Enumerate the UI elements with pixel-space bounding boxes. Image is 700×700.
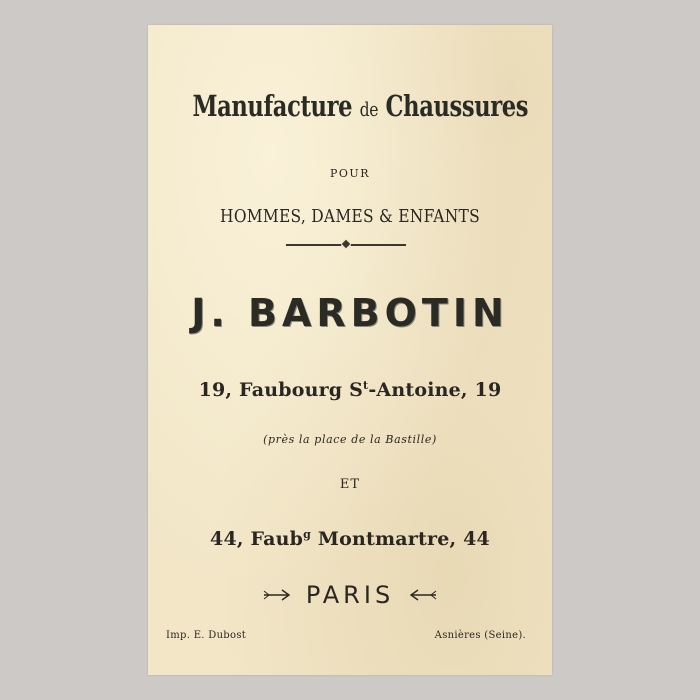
printer-credit: Imp. E. Dubost <box>166 630 247 641</box>
title-word-de: de <box>359 97 379 121</box>
address1-suffix: -Antoine, 19 <box>368 379 502 401</box>
title-word-chaussures: Chaussures <box>385 89 529 123</box>
proprietor-name: J. BARBOTIN <box>191 291 509 335</box>
title-word-manufacture: Manufacture <box>192 89 353 123</box>
printer-location: Asnières (Seine). <box>434 630 526 641</box>
address1-superscript: t <box>363 379 369 392</box>
card-title <box>192 89 529 123</box>
left-arrow-icon <box>408 588 438 602</box>
address-faubourg-saint-antoine <box>148 379 552 401</box>
right-arrow-icon <box>262 588 292 602</box>
divider-ornament-icon <box>341 239 351 249</box>
audience-line: HOMMES, DAMES & ENFANTS <box>220 206 480 227</box>
address2-superscript: g <box>303 528 312 541</box>
trade-card <box>148 25 552 675</box>
address2-prefix: 44, Faub <box>210 528 304 550</box>
address2-suffix: Montmartre, 44 <box>311 528 490 550</box>
address-faubourg-montmartre <box>148 528 552 550</box>
location-note: (près la place de la Bastille) <box>263 433 437 446</box>
address1-prefix: 19, Faubourg S <box>198 379 364 401</box>
conjunction-et: ET <box>339 477 361 492</box>
city-row <box>148 581 552 609</box>
pour-label: POUR <box>330 167 370 180</box>
city-name: PARIS <box>305 581 395 609</box>
